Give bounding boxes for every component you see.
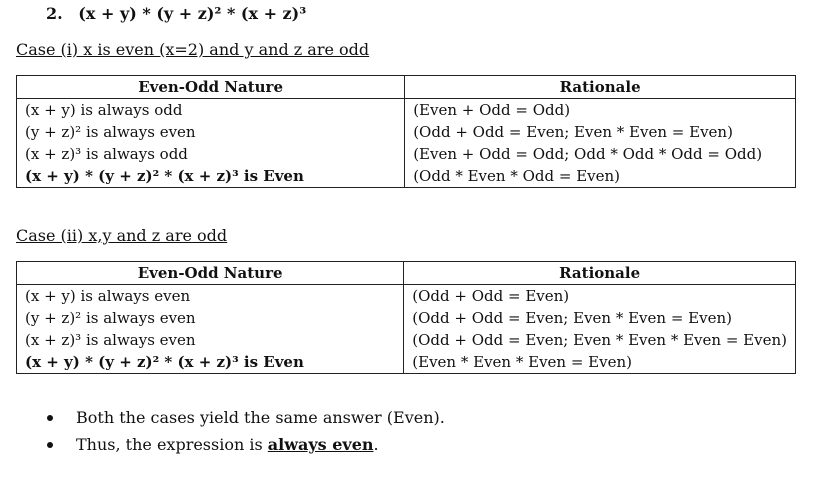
bullet-text-prefix: Thus, the expression is: [76, 435, 268, 454]
nature-cell: (y + z)² is always even: [17, 121, 405, 143]
list-item: [46, 431, 445, 458]
header-rationale: Rationale: [404, 262, 796, 285]
question-number: 2.: [46, 4, 63, 23]
table-header-row: [17, 262, 796, 285]
rationale-cell: (Odd * Even * Odd = Even): [405, 165, 796, 188]
rationale-cell: (Odd + Odd = Even; Even * Even = Even): [405, 121, 796, 143]
rationale-cell: (Even + Odd = Odd): [405, 99, 796, 122]
conclusion-list: [46, 404, 445, 458]
table-header-row: [17, 76, 796, 99]
nature-cell: (x + z)³ is always odd: [17, 143, 405, 165]
table-row: [17, 307, 796, 329]
table-row: [17, 285, 796, 308]
nature-cell: (x + y) is always even: [17, 285, 404, 308]
nature-cell-conclusion: (x + y) * (y + z)² * (x + z)³ is Even: [17, 165, 405, 188]
nature-cell: (x + y) is always odd: [17, 99, 405, 122]
rationale-cell: (Odd + Odd = Even): [404, 285, 796, 308]
case-2-table: [16, 261, 796, 374]
bullet-icon: [47, 415, 53, 421]
rationale-cell: (Even + Odd = Odd; Odd * Odd * Odd = Odd): [405, 143, 796, 165]
table-row: [17, 329, 796, 351]
bullet-text-emphasis: always even: [267, 435, 374, 454]
header-rationale: Rationale: [405, 76, 796, 99]
nature-cell: (x + z)³ is always even: [17, 329, 404, 351]
case-1-title: Case (i) x is even (x=2) and y and z are odd: [16, 40, 370, 59]
table-row: [17, 121, 796, 143]
bullet-icon: [47, 442, 53, 448]
list-item: [46, 404, 445, 431]
rationale-cell: (Even * Even * Even = Even): [404, 351, 796, 374]
table-row-conclusion: [17, 351, 796, 374]
rationale-cell: (Odd + Odd = Even; Even * Even * Even = Even): [404, 329, 796, 351]
table-row: [17, 143, 796, 165]
rationale-cell: (Odd + Odd = Even; Even * Even = Even): [404, 307, 796, 329]
question-heading: [46, 4, 306, 23]
table-row: [17, 99, 796, 122]
nature-cell-conclusion: (x + y) * (y + z)² * (x + z)³ is Even: [17, 351, 404, 374]
header-even-odd-nature: Even-Odd Nature: [17, 262, 404, 285]
case-2-title: Case (ii) x,y and z are odd: [16, 226, 228, 245]
bullet-text: Both the cases yield the same answer (Even).: [76, 408, 445, 427]
bullet-text-suffix: .: [373, 435, 379, 454]
header-even-odd-nature: Even-Odd Nature: [17, 76, 405, 99]
case-1-table: [16, 75, 796, 188]
question-expression: (x + y) * (y + z)² * (x + z)³: [78, 4, 307, 23]
table-row-conclusion: [17, 165, 796, 188]
nature-cell: (y + z)² is always even: [17, 307, 404, 329]
